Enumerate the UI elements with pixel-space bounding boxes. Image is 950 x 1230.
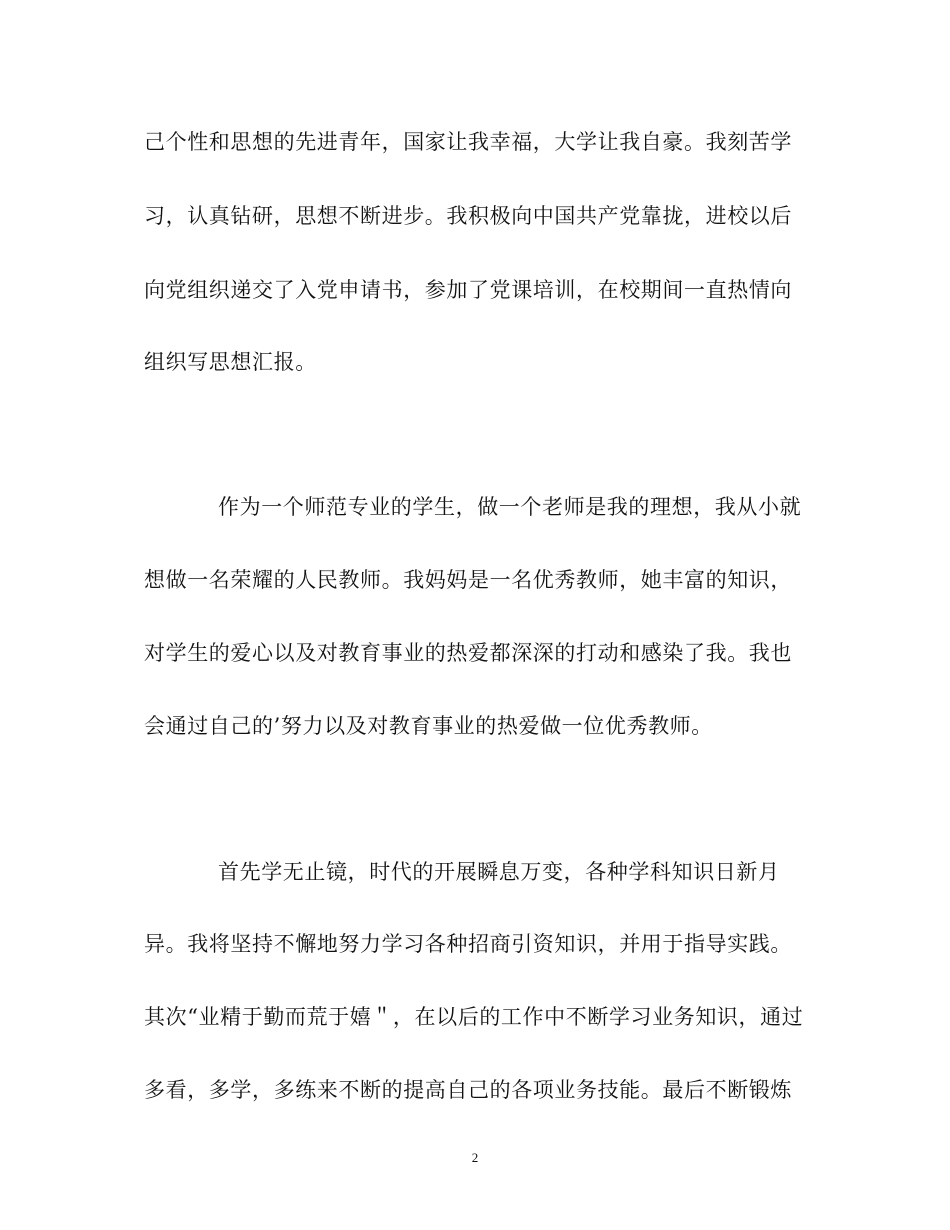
paragraph-2-line-3: 对学生的爱心以及对教育事业的热爱都深深的打动和感染了我。我也: [144, 641, 792, 665]
paragraph-3-line-1: 首先学无止镜，时代的开展瞬息万变，各种学科知识日新月: [218, 860, 780, 884]
paragraph-2-line-2: 想做一名荣耀的人民教师。我妈妈是一名优秀教师，她丰富的知识，: [144, 568, 792, 592]
paragraph-3-line-3: 其次“业精于勤而荒于嬉＂，在以后的工作中不断学习业务知识，通过: [144, 1005, 804, 1029]
paragraph-3-line-2: 异。我将坚持不懈地努力学习各种招商引资知识，并用于指导实践。: [144, 932, 792, 956]
paragraph-1-line-3: 向党组织递交了入党申请书，参加了党课培训，在校期间一直热情向: [144, 278, 792, 302]
page-number: 2: [471, 1150, 479, 1165]
paragraph-1-line-1: 己个性和思想的先进青年，国家让我幸福，大学让我自豪。我刻苦学: [144, 130, 792, 154]
paragraph-3-line-4: 多看，多学，多练来不断的提高自己的各项业务技能。最后不断锻炼: [144, 1078, 792, 1102]
paragraph-1-line-4: 组织写思想汇报。: [144, 350, 317, 374]
paragraph-1-line-2: 习，认真钻研，思想不断进步。我积极向中国共产党靠拢，进校以后: [144, 204, 792, 228]
paragraph-2-line-1: 作为一个师范专业的学生，做一个老师是我的理想，我从小就: [218, 495, 802, 519]
paragraph-2-line-4: 会通过自己的’努力以及对教育事业的热爱做一位优秀教师。: [144, 714, 713, 738]
